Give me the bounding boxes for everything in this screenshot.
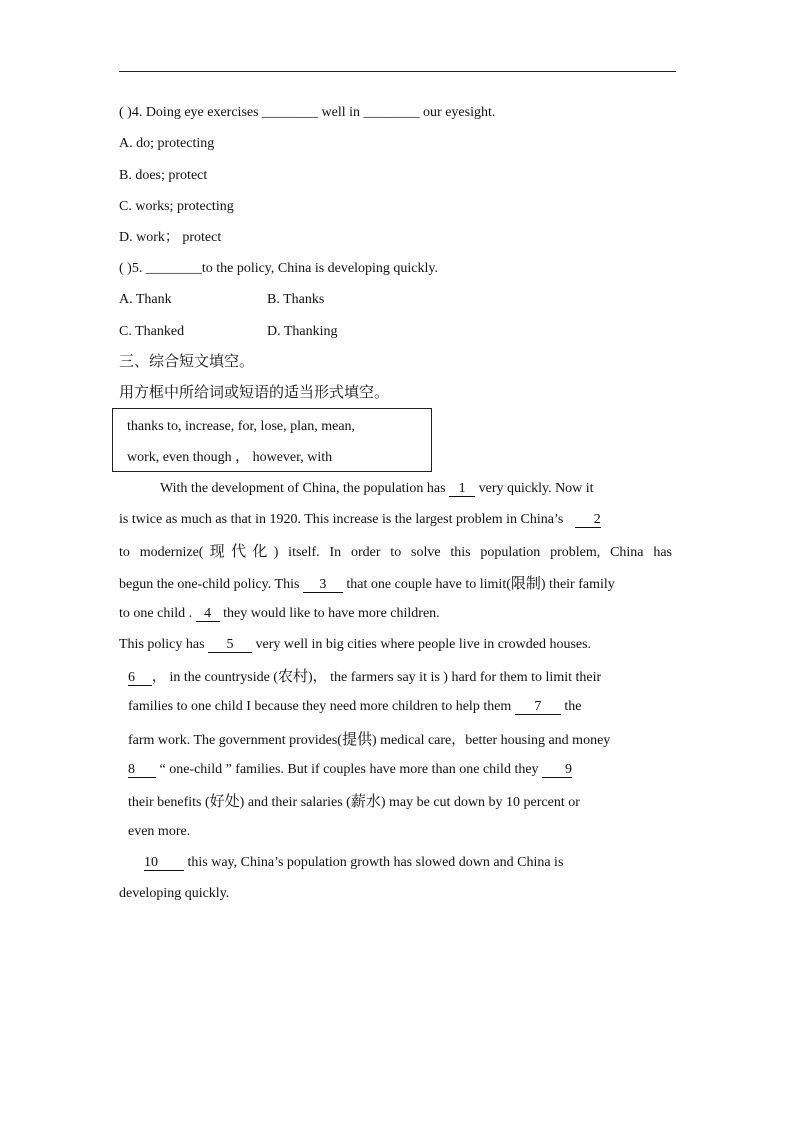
blank-1[interactable]: 1 xyxy=(449,481,475,497)
blank-6[interactable]: 6 xyxy=(128,670,152,686)
passage-line-1: With the development of China, the population has 1 very quickly. Now it xyxy=(160,481,594,496)
question-4-option-c: C. works; protecting xyxy=(119,199,234,214)
passage-line-6: This policy has 5 very well in big cities where people live in crowded houses. xyxy=(119,637,592,652)
word-bank-line-2: work, even though ， however, with xyxy=(127,450,333,465)
passage-line-11: their benefits (好处) and their salaries (薪水) may be cut down by 10 percent or xyxy=(128,792,580,810)
question-5-option-b: B. Thanks xyxy=(267,292,325,307)
question-5-option-a: A. Thank xyxy=(119,292,172,307)
word-bank-line-1: thanks to, increase, for, lose, plan, mean, xyxy=(127,419,356,434)
section-heading: 三、综合短文填空。 xyxy=(119,352,255,370)
passage-line-2: is twice as much as that in 1920. This increase is the largest problem in China’s 2 xyxy=(119,512,601,527)
passage-line-10: 8 “ one-child ” families. But if couples have more than one child they 9 xyxy=(128,762,573,777)
question-5-option-c: C. Thanked xyxy=(119,324,185,339)
passage-line-8: families to one child I because they need more children to help them 7 the xyxy=(128,699,582,714)
question-5-stem: ( )5. ________to the policy, China is developing quickly. xyxy=(119,261,438,276)
passage-line-13: 10 this way, China’s population growth has slowed down and China is xyxy=(144,855,564,870)
blank-7[interactable]: 7 xyxy=(515,699,561,715)
blank-4[interactable]: 4 xyxy=(196,606,220,622)
question-4-stem: ( )4. Doing eye exercises ________ well in ________ our eyesight. xyxy=(119,105,496,120)
question-4-option-a: A. do; protecting xyxy=(119,136,215,151)
passage-line-12: even more. xyxy=(128,824,191,839)
passage-line-4: begun the one-child policy. This 3 that one couple have to limit(限制) their family xyxy=(119,574,615,592)
blank-2[interactable]: 2 xyxy=(575,512,601,528)
question-4-option-d: D. work； protect xyxy=(119,230,222,245)
passage-line-14: developing quickly. xyxy=(119,886,230,901)
section-instruction: 用方框中所给词或短语的适当形式填空。 xyxy=(119,383,390,401)
blank-5[interactable]: 5 xyxy=(208,637,252,653)
word-bank-box xyxy=(112,408,432,472)
question-4-option-b: B. does; protect xyxy=(119,168,208,183)
header-rule xyxy=(119,71,676,72)
blank-3[interactable]: 3 xyxy=(303,577,343,593)
passage-line-3: to modernize(现代化) itself. In order to solve this population problem, China has xyxy=(119,542,672,560)
passage-line-5: to one child . 4 they would like to have more children. xyxy=(119,606,440,621)
blank-10[interactable]: 10 xyxy=(144,855,184,871)
passage-line-7: 6 ， in the countryside (农村)， the farmers say it is ) hard for them to limit their xyxy=(128,667,602,685)
blank-9[interactable]: 9 xyxy=(542,762,572,778)
passage-line-9: farm work. The government provides(提供) medical care，better housing and money xyxy=(128,730,611,748)
blank-8[interactable]: 8 xyxy=(128,762,156,778)
question-5-option-d: D. Thanking xyxy=(267,324,338,339)
